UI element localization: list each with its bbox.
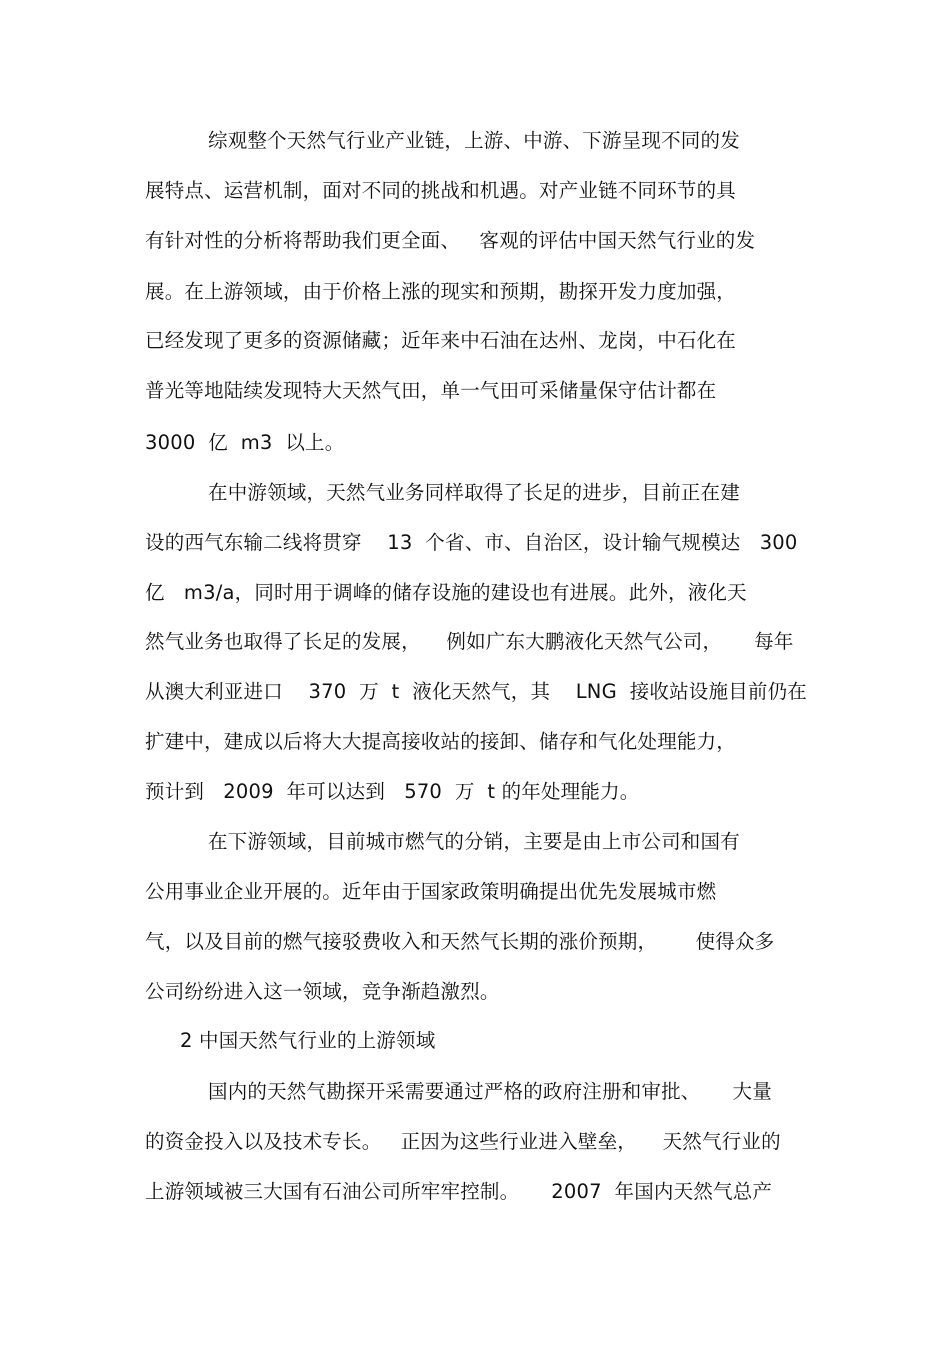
paragraph-1-line-4: 展。在上游领域，由于价格上涨的现实和预期，勘探开发力度加强， bbox=[145, 280, 737, 303]
paragraph-2-line-5: 从澳大利亚进口 370 万 t 液化天然气，其 LNG 接收站设施目前仍在 bbox=[145, 680, 808, 703]
paragraph-1-line-6: 普光等地陆续发现特大天然气田，单一气田可采储量保守估计都在 bbox=[145, 379, 717, 402]
paragraph-1-line-5: 已经发现了更多的资源储藏；近年来中石油在达州、龙岗，中石化在 bbox=[145, 329, 737, 352]
section-heading: 2 中国天然气行业的上游领域 bbox=[180, 1029, 436, 1052]
paragraph-2-line-3: 亿 m3/a，同时用于调峰的储存设施的建设也有进展。此外，液化天 bbox=[145, 581, 747, 604]
paragraph-2-line-7: 预计到 2009 年可以达到 570 万 t 的年处理能力。 bbox=[145, 780, 640, 803]
paragraph-2-line-2: 设的西气东输二线将贯穿 13 个省、市、自治区，设计输气规模达 300 bbox=[145, 531, 798, 554]
paragraph-1-line-3: 有针对性的分析将帮助我们更全面、 客观的评估中国天然气行业的发 bbox=[145, 229, 756, 252]
paragraph-1-line-7: 3000 亿 m3 以上。 bbox=[145, 431, 345, 454]
paragraph-2-line-1: 在中游领域，天然气业务同样取得了长足的进步，目前正在建 bbox=[208, 481, 740, 504]
paragraph-3-line-2: 公用事业企业开展的。近年由于国家政策明确提出优先发展城市燃 bbox=[145, 880, 717, 903]
paragraph-3-line-3: 气，以及目前的燃气接驳费收入和天然气长期的涨价预期， 使得众多 bbox=[145, 930, 775, 953]
paragraph-3-line-4: 公司纷纷进入这一领域，竞争渐趋激烈。 bbox=[145, 980, 500, 1003]
paragraph-3-line-1: 在下游领域，目前城市燃气的分销，主要是由上市公司和国有 bbox=[208, 830, 740, 853]
paragraph-4-line-1: 国内的天然气勘探开采需要通过严格的政府注册和审批、 大量 bbox=[208, 1080, 772, 1103]
paragraph-2-line-4: 然气业务也取得了长足的发展， 例如广东大鹏液化天然气公司， 每年 bbox=[145, 630, 794, 653]
paragraph-1-line-1: 综观整个天然气行业产业链，上游、中游、下游呈现不同的发 bbox=[208, 129, 740, 152]
paragraph-1-line-2: 展特点、运营机制，面对不同的挑战和机遇。对产业链不同环节的具 bbox=[145, 179, 737, 202]
paragraph-4-line-2: 的资金投入以及技术专长。 正因为这些行业进入壁垒， 天然气行业的 bbox=[145, 1130, 781, 1153]
paragraph-2-line-6: 扩建中，建成以后将大大提高接收站的接卸、储存和气化处理能力， bbox=[145, 730, 737, 753]
paragraph-4-line-3: 上游领域被三大国有石油公司所牢牢控制。 2007 年国内天然气总产 bbox=[145, 1180, 773, 1203]
